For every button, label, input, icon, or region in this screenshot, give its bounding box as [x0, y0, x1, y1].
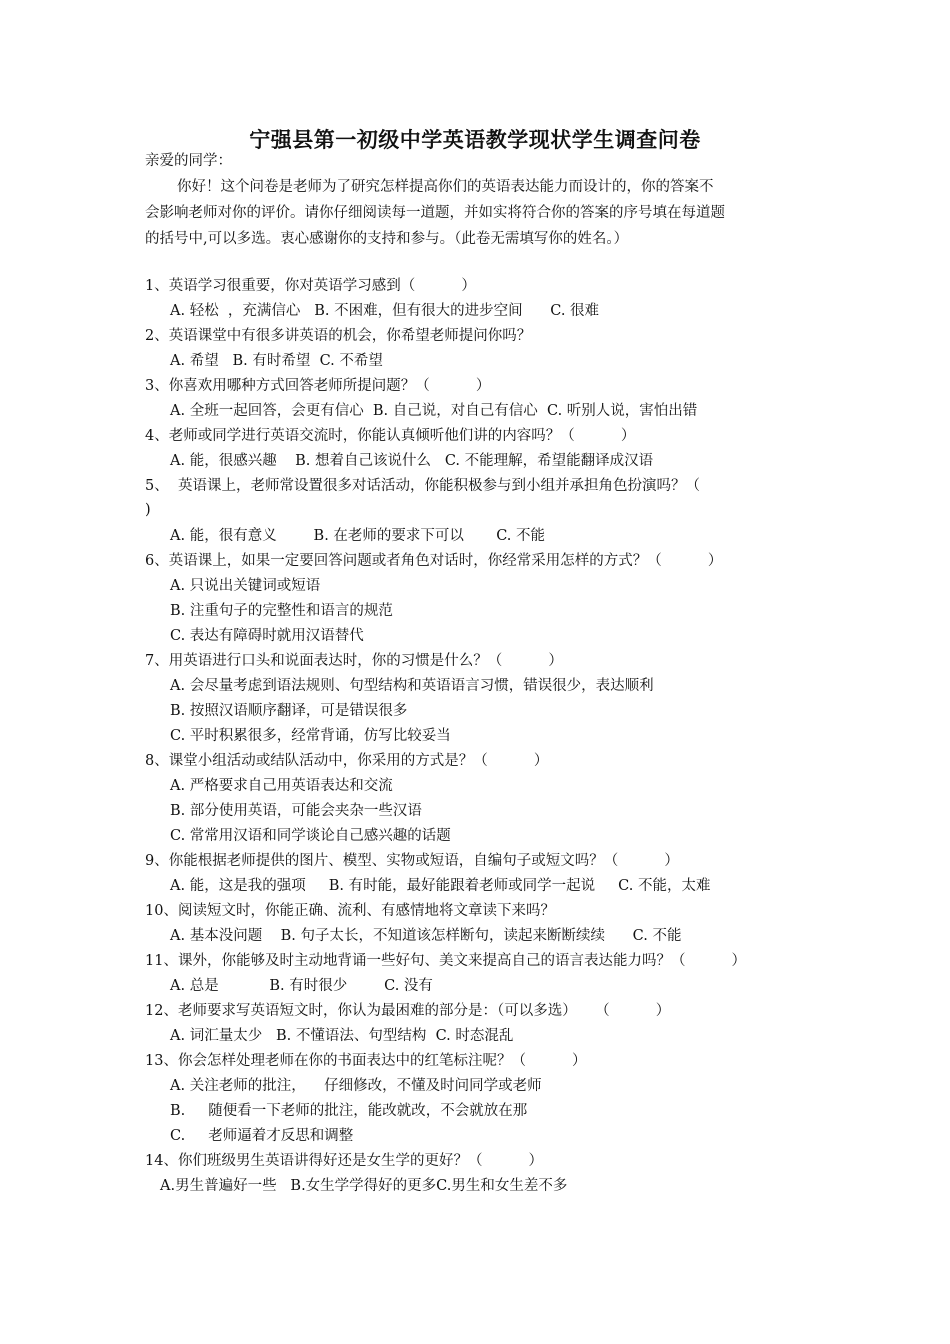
question-9: 9、你能根据老师提供的图片、模型、实物或短语，自编句子或短文吗？（ ）	[145, 853, 679, 869]
question-11: 11、课外，你能够及时主动地背诵一些好句、美文来提高自己的语言表达能力吗？（ ）	[145, 953, 747, 969]
intro-line: 你好！这个问卷是老师为了研究怎样提高你们的英语表达能力而设计的，你的答案不	[177, 179, 714, 195]
intro-line: 会影响老师对你的评价。请你仔细阅读每一道题，并如实将符合你的答案的序号填在每道题	[145, 205, 725, 221]
question-6-option-b: B. 注重句子的完整性和语言的规范	[170, 603, 393, 619]
question-1: 1、英语学习很重要，你对英语学习感到（ ）	[145, 278, 476, 294]
question-10-options: A. 基本没问题 B. 句子太长，不知道该怎样断句，读起来断断续续 C. 不能	[170, 928, 682, 944]
question-9-options: A. 能，这是我的强项 B. 有时能，最好能跟着老师或同学一起说 C. 不能，太难	[170, 878, 711, 894]
question-8: 8、课堂小组活动或结队活动中，你采用的方式是？（ ）	[145, 753, 549, 769]
question-6: 6、英语课上，如果一定要回答问题或者角色对话时，你经常采用怎样的方式？（ ）	[145, 553, 723, 569]
question-5-bracket: )	[145, 502, 151, 518]
question-14: 14、你们班级男生英语讲得好还是女生学的更好？（ ）	[145, 1153, 544, 1169]
intro-line: 的括号中,可以多选。衷心感谢你的支持和参与。（此卷无需填写你的姓名。）	[145, 231, 629, 247]
page-title: 宁强县第一初级中学英语教学现状学生调查问卷	[249, 127, 701, 152]
question-1-options: A. 轻松 ，充满信心 B. 不困难，但有很大的进步空间 C. 很难	[170, 303, 600, 319]
question-4-options: A. 能，很感兴趣 B. 想着自己该说什么 C. 不能理解，希望能翻译成汉语	[170, 453, 654, 469]
question-4: 4、老师或同学进行英语交流时，你能认真倾听他们讲的内容吗？（ ）	[145, 428, 636, 444]
question-13: 13、你会怎样处理老师在你的书面表达中的红笔标注呢？（ ）	[145, 1053, 587, 1069]
question-8-option-c: C. 常常用汉语和同学谈论自己感兴趣的话题	[170, 828, 451, 844]
question-2: 2、英语课堂中有很多讲英语的机会，你希望老师提问你吗？	[145, 328, 532, 344]
question-7-option-c: C. 平时积累很多，经常背诵，仿写比较妥当	[170, 728, 451, 744]
question-5: 5、 英语课上，老师常设置很多对话活动，你能积极参与到小组并承担角色扮演吗？（	[145, 478, 700, 494]
question-10: 10、阅读短文时，你能正确、流利、有感情地将文章读下来吗？	[145, 903, 555, 919]
question-11-options: A. 总是 B. 有时很少 C. 没有	[170, 978, 433, 994]
question-14-options: A.男生普遍好一些 B.女生学学得好的更多C.男生和女生差不多	[160, 1178, 568, 1194]
greeting: 亲爱的同学：	[145, 153, 232, 169]
question-13-option-c: C. 老师逼着才反思和调整	[170, 1128, 354, 1144]
question-7: 7、用英语进行口头和说面表达时，你的习惯是什么？（ ）	[145, 653, 563, 669]
question-3-options: A. 全班一起回答，会更有信心 B. 自己说，对自己有信心 C. 听别人说，害怕出错	[170, 403, 698, 419]
question-7-option-a: A. 会尽量考虑到语法规则、句型结构和英语语言习惯，错误很少，表达顺利	[170, 678, 654, 694]
question-6-option-c: C. 表达有障碍时就用汉语替代	[170, 628, 364, 644]
question-6-option-a: A. 只说出关键词或短语	[170, 578, 321, 594]
question-12-options: A. 词汇量太少 B. 不懂语法、句型结构 C. 时态混乱	[170, 1028, 514, 1044]
question-13-option-a: A. 关注老师的批注， 仔细修改，不懂及时问同学或老师	[170, 1078, 542, 1094]
question-3: 3、你喜欢用哪种方式回答老师所提问题？（ ）	[145, 378, 491, 394]
question-7-option-b: B. 按照汉语顺序翻译，可是错误很多	[170, 703, 408, 719]
question-5-options: A. 能，很有意义 B. 在老师的要求下可以 C. 不能	[170, 528, 545, 544]
question-13-option-b: B. 随便看一下老师的批注，能改就改，不会就放在那	[170, 1103, 528, 1119]
question-8-option-b: B. 部分使用英语，可能会夹杂一些汉语	[170, 803, 422, 819]
question-2-options: A. 希望 B. 有时希望 C. 不希望	[170, 353, 383, 369]
question-8-option-a: A. 严格要求自己用英语表达和交流	[170, 778, 393, 794]
question-12: 12、老师要求写英语短文时，你认为最困难的部分是：（可以多选） （ ）	[145, 1003, 671, 1019]
